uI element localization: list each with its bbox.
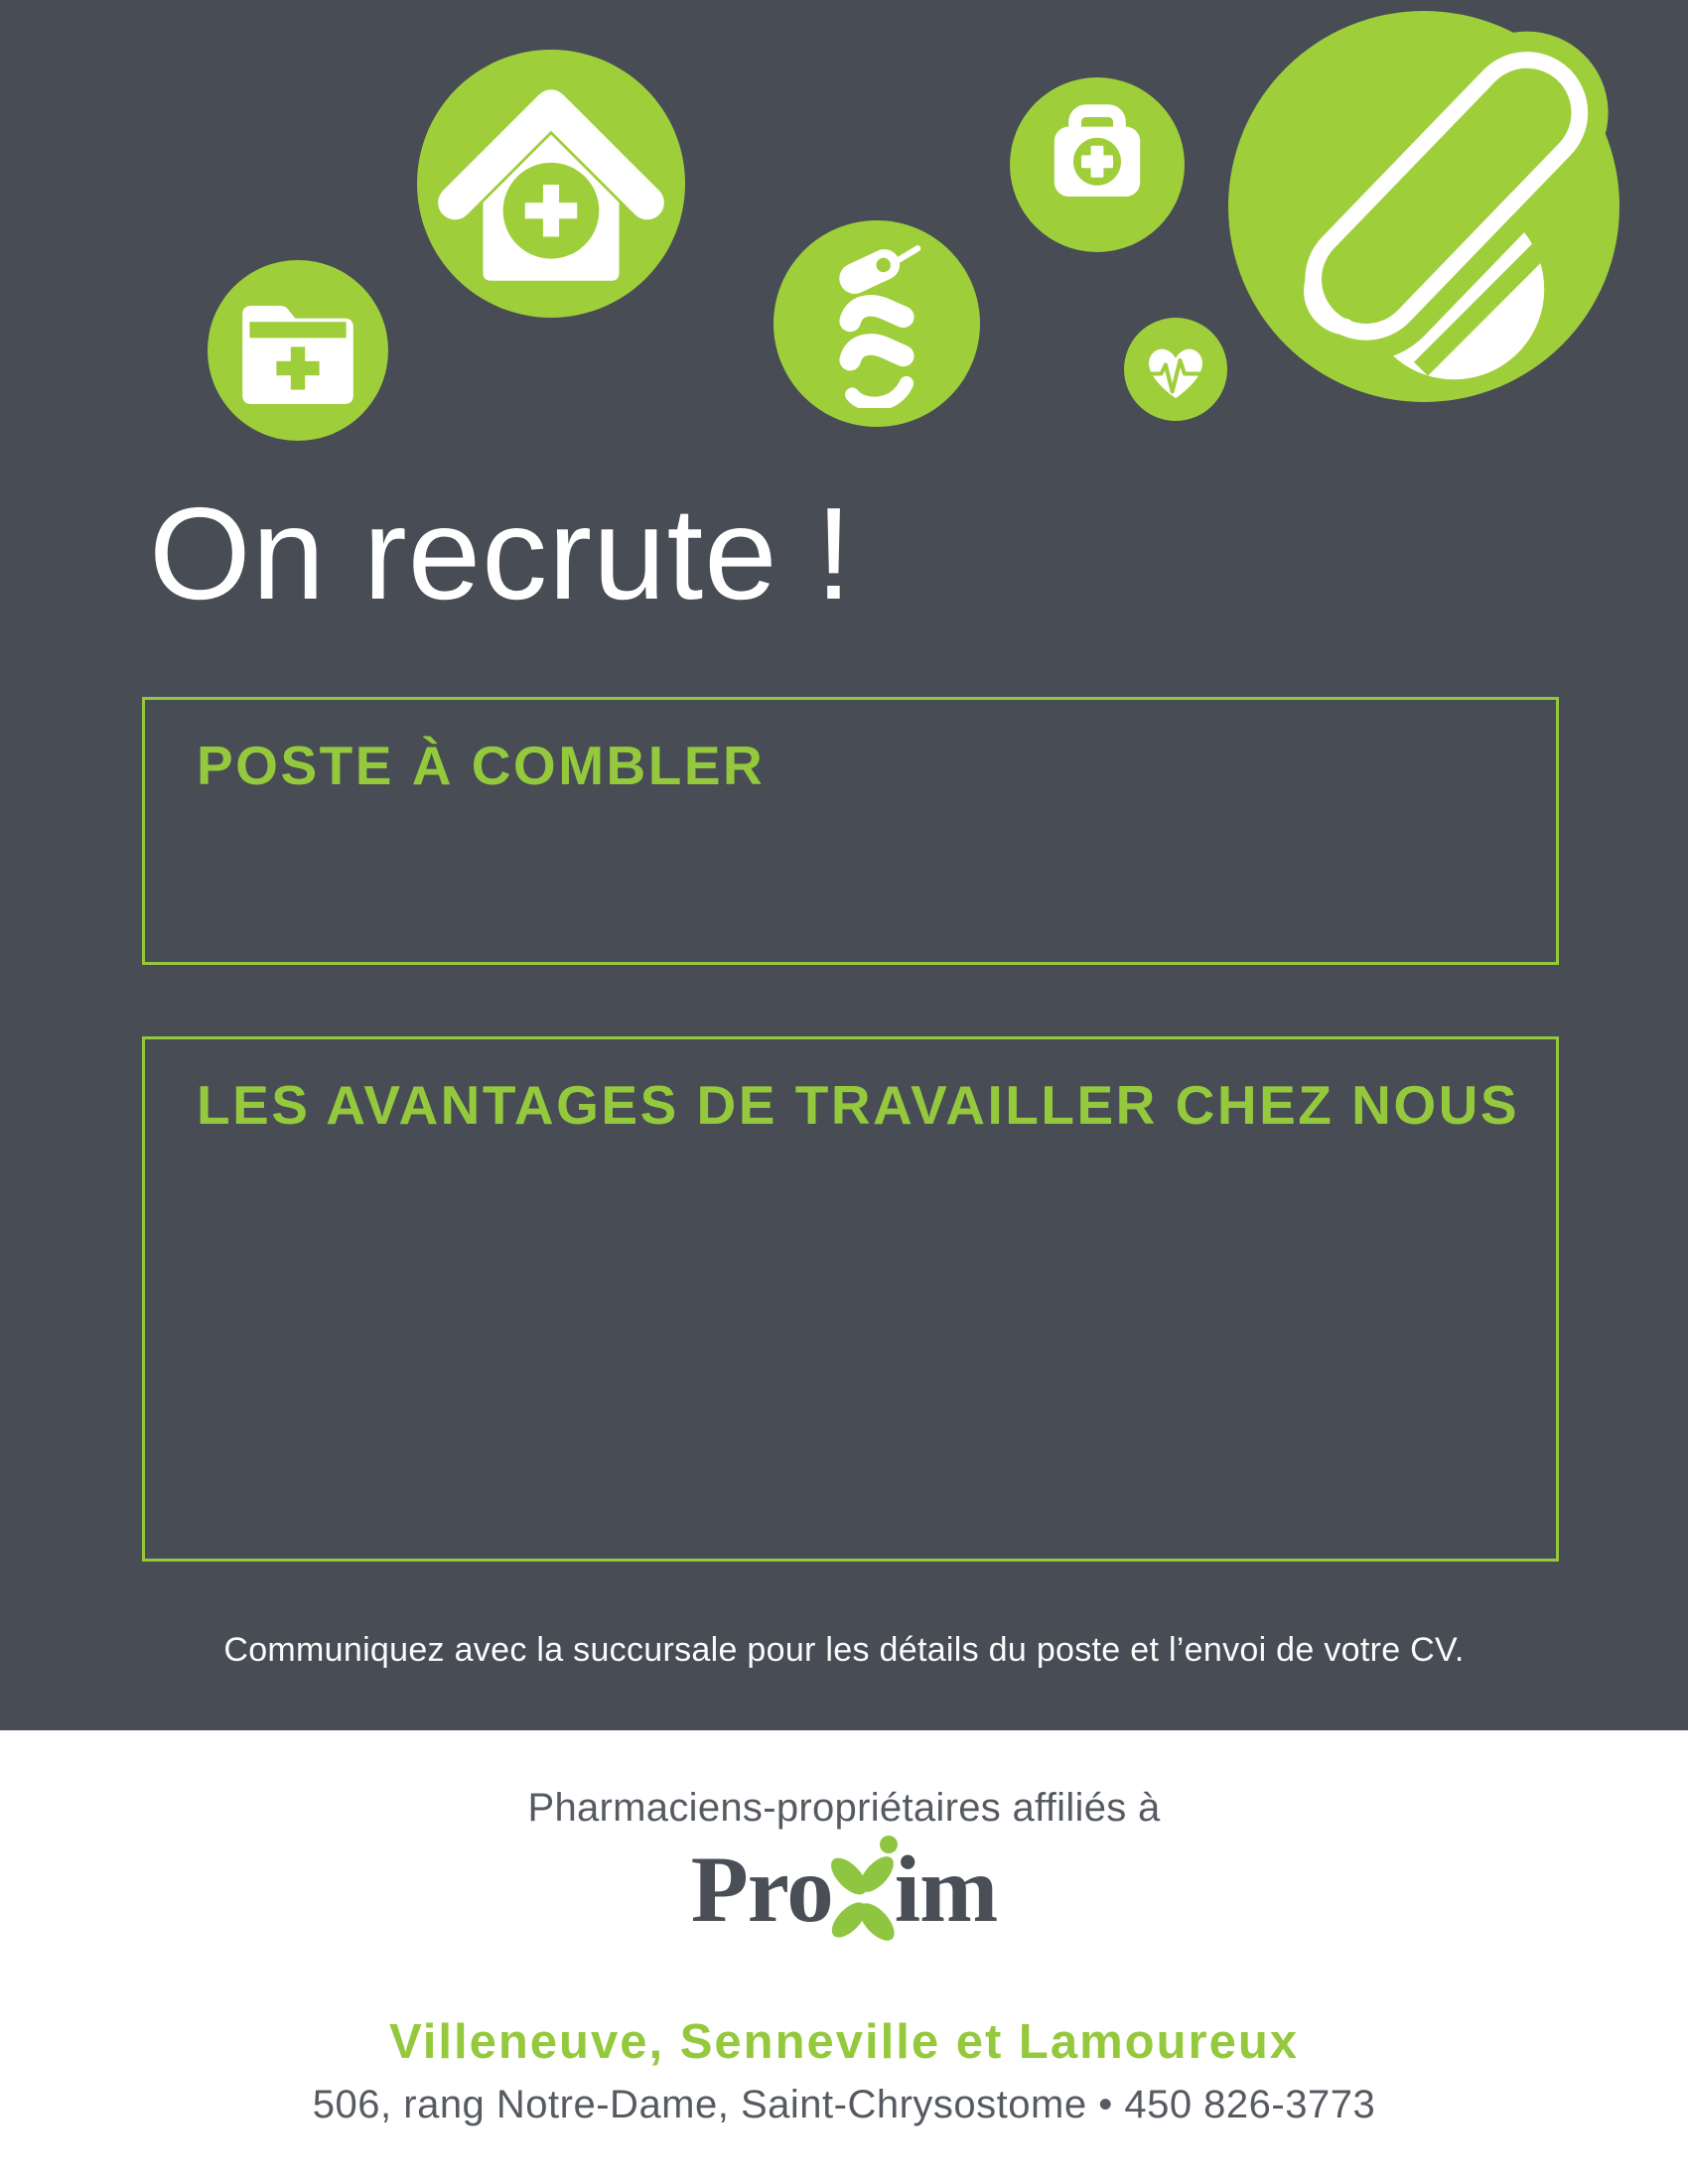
poster-title: On recrute ! [149, 480, 853, 626]
advantages-box [142, 1036, 1559, 1562]
proxim-logo-pre: Pro [690, 1837, 833, 1942]
heart-pulse-glyph [1139, 336, 1212, 403]
position-to-fill-box [142, 697, 1559, 965]
proxim-leaf-x-icon [827, 1835, 901, 1956]
advantages-heading: LES AVANTAGES DE TRAVAILLER CHEZ NOUS [197, 1074, 1520, 1136]
asclepius-snake-glyph [815, 239, 938, 408]
owners-line: Villeneuve, Senneville et Lamoureux [388, 2015, 1300, 2069]
folder-add-icon [208, 260, 388, 441]
affiliation-line: Pharmaciens-propriétaires affiliés à [527, 1786, 1161, 1830]
heart-pulse-icon [1124, 318, 1227, 421]
address-line: 506, rang Notre-Dame, Saint-Chrysostome • 450 826-3773 [312, 2083, 1376, 2126]
first-aid-kit-glyph [1010, 77, 1185, 252]
capsule-pill-icon [1228, 11, 1619, 402]
proxim-logo [0, 1837, 1688, 1956]
contact-note: Communiquez avec la succursale pour les détails du poste et l’envoi de votre CV. [223, 1631, 1465, 1669]
medical-house-icon [417, 50, 685, 318]
folder-add-glyph [209, 261, 387, 440]
proxim-logo-post: im [894, 1837, 998, 1942]
capsule-pill-glyph [1228, 11, 1619, 402]
first-aid-kit-icon [1010, 77, 1185, 252]
asclepius-snake-icon [774, 220, 980, 427]
medical-house-glyph [421, 51, 681, 311]
position-to-fill-heading: POSTE À COMBLER [197, 735, 766, 796]
